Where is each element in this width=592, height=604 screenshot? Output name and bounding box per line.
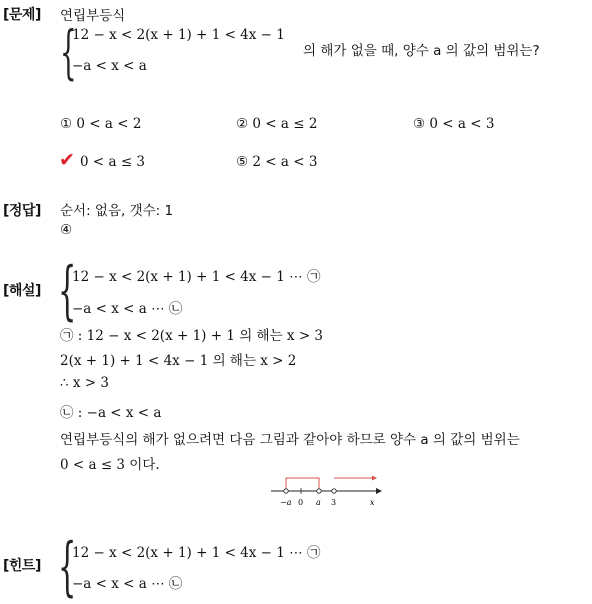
hint-ineq-2: −a < x < a ⋯ ㉡	[72, 576, 183, 592]
answer-line: 순서: 없음, 갯수: 1	[60, 203, 174, 219]
solution-brace: {	[58, 254, 77, 328]
answer-choice: ④	[60, 222, 73, 238]
point-neg-a	[284, 489, 288, 493]
solution-line-1: ㉠ : 12 − x < 2(x + 1) + 1 의 해는 x > 3	[60, 328, 324, 344]
hint-ineq-1: 12 − x < 2(x + 1) + 1 < 4x − 1 ⋯ ㉠	[72, 545, 321, 561]
option-1[interactable]: ① 0 < a < 2	[60, 116, 142, 132]
point-three	[332, 489, 336, 493]
answer-label: [정답]	[3, 203, 41, 219]
number-line-diagram	[268, 470, 388, 510]
problem-title: 연립부등식	[60, 8, 126, 24]
solution-line-6: 0 < a ≤ 3 이다.	[60, 457, 160, 473]
solution-line-3: ∴ x > 3	[60, 375, 109, 391]
ray-arrow-icon	[372, 476, 377, 481]
hint-label: [힌트]	[3, 558, 41, 574]
problem-ineq-2: −a < x < a	[72, 58, 147, 74]
axis-arrow-icon	[376, 488, 382, 494]
problem-label: [문제]	[3, 7, 41, 23]
solution-ineq-1: 12 − x < 2(x + 1) + 1 < 4x − 1 ⋯ ㉠	[72, 269, 321, 285]
tick-label-zero: 0	[298, 498, 304, 507]
tick-label-three: 3	[331, 498, 337, 507]
checkmark-icon: ✔	[59, 149, 75, 171]
option-4[interactable]: 0 < a ≤ 3	[80, 154, 146, 170]
option-5[interactable]: ⑤ 2 < a < 3	[236, 154, 318, 170]
option-2[interactable]: ② 0 < a ≤ 2	[236, 116, 318, 132]
hint-brace: {	[58, 530, 77, 604]
solution-line-2: 2(x + 1) + 1 < 4x − 1 의 해는 x > 2	[60, 353, 297, 369]
solution-line-5: 연립부등식의 해가 없으려면 다음 그림과 같아야 하므로 양수 a 의 값의 범위는	[60, 432, 520, 448]
tick-label-neg-a: −a	[280, 498, 292, 507]
problem-ineq-1: 12 − x < 2(x + 1) + 1 < 4x − 1	[72, 27, 285, 43]
solution-label: [해설]	[3, 283, 41, 299]
tick-label-x: x	[370, 498, 375, 507]
option-3[interactable]: ③ 0 < a < 3	[413, 116, 495, 132]
point-a	[317, 489, 321, 493]
solution-ineq-2: −a < x < a ⋯ ㉡	[72, 301, 183, 317]
range-bracket	[286, 478, 319, 491]
tick-label-a: a	[316, 498, 321, 507]
solution-line-4: ㉡ : −a < x < a	[60, 405, 162, 421]
problem-brace: {	[60, 18, 77, 86]
problem-question: 의 해가 없을 때, 양수 a 의 값의 범위는?	[303, 43, 540, 59]
